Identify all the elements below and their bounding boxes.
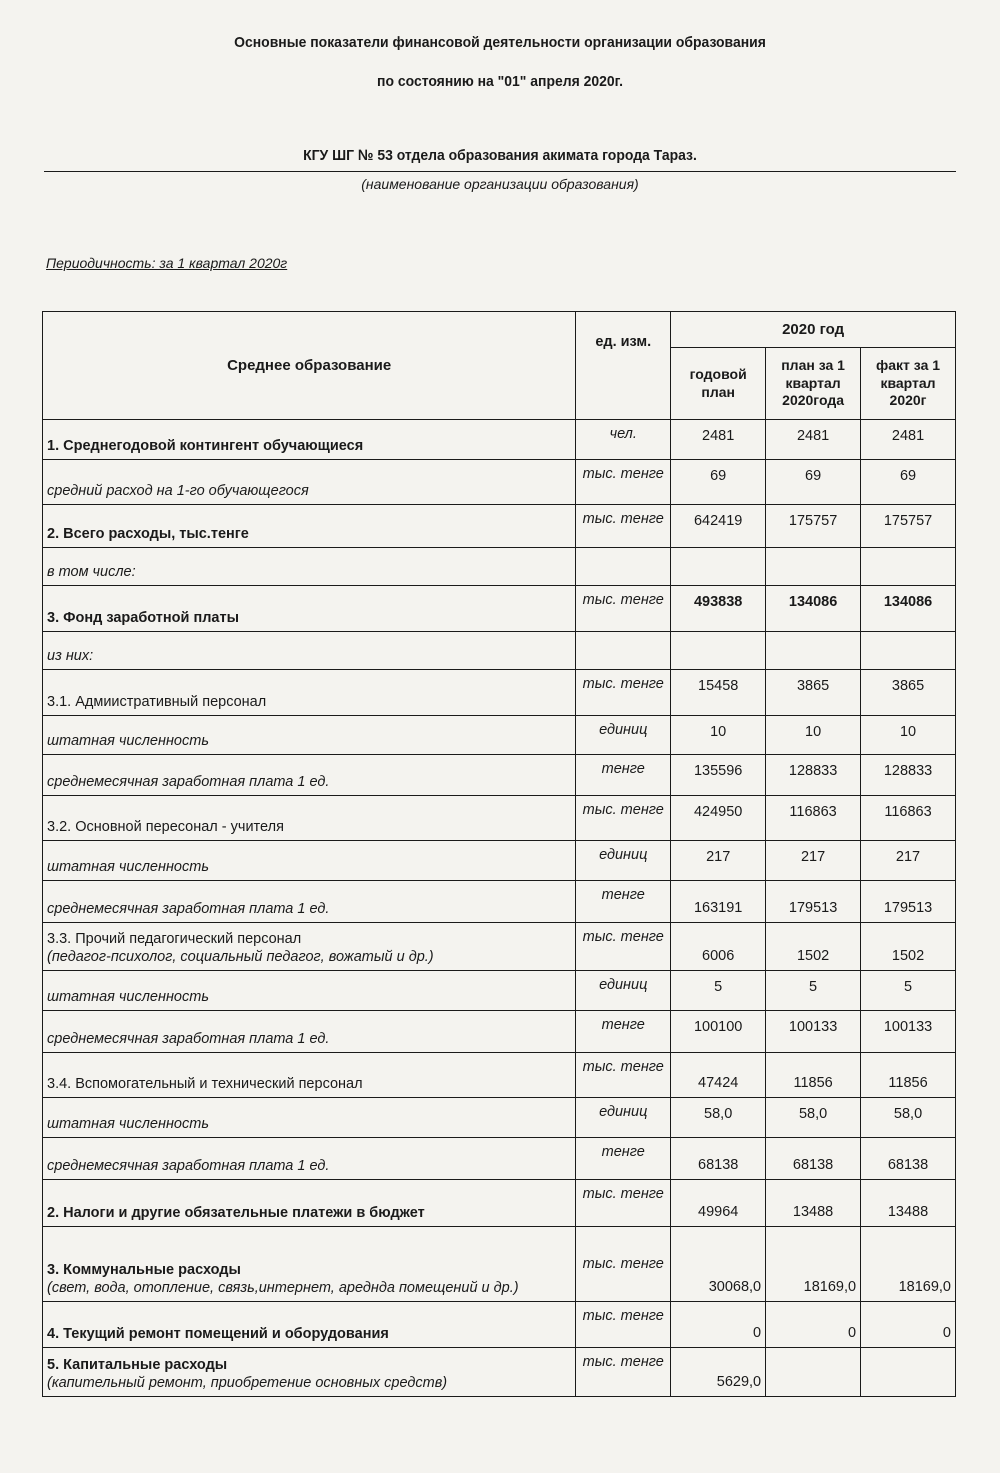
- row-label: штатная численность: [43, 1098, 576, 1138]
- row-label: [43, 1348, 576, 1397]
- row-label: 3.4. Вспомогательный и технический персонал: [43, 1053, 576, 1098]
- row-unit: тенге: [576, 1011, 671, 1053]
- organization-name: КГУ ШГ № 53 отдела образования акимата города Тараз.: [303, 147, 697, 164]
- row-fact: 128833: [861, 755, 956, 796]
- row-annual: 6006: [671, 923, 766, 971]
- row-label: 3. Фонд заработной платы: [43, 586, 576, 632]
- table-row: [43, 1098, 956, 1138]
- row-annual: 49964: [671, 1180, 766, 1227]
- row-label-main: 5. Капитальные расходы: [47, 1356, 228, 1373]
- table-row: [43, 548, 956, 586]
- row-plan: 100133: [766, 1011, 861, 1053]
- table-row: [43, 505, 956, 548]
- row-annual: [671, 632, 766, 670]
- table-row: [43, 420, 956, 460]
- row-annual: 100100: [671, 1011, 766, 1053]
- header-annual-plan: годовой план: [671, 348, 766, 420]
- row-fact: 116863: [861, 796, 956, 841]
- row-label: 2. Налоги и другие обязательные платежи в бюджет: [43, 1180, 576, 1227]
- row-label: [43, 923, 576, 971]
- row-fact: 13488: [861, 1180, 956, 1227]
- row-fact: 179513: [861, 881, 956, 923]
- row-plan: 217: [766, 841, 861, 881]
- row-fact: 68138: [861, 1138, 956, 1180]
- table-row: [43, 632, 956, 670]
- row-fact: 217: [861, 841, 956, 881]
- row-unit: тенге: [576, 881, 671, 923]
- row-label: штатная численность: [43, 841, 576, 881]
- row-annual: 493838: [671, 586, 766, 632]
- row-plan: 1502: [766, 923, 861, 971]
- row-unit: [576, 548, 671, 586]
- table-row: [43, 670, 956, 716]
- row-fact: [861, 548, 956, 586]
- row-plan: 116863: [766, 796, 861, 841]
- row-plan: 18169,0: [766, 1227, 861, 1302]
- table-row: [43, 971, 956, 1011]
- row-annual: 30068,0: [671, 1227, 766, 1302]
- table-row: [43, 1227, 956, 1302]
- row-label: средний расход на 1-го обучающегося: [43, 460, 576, 505]
- row-unit: тыс. тенге: [576, 586, 671, 632]
- row-label-sub: (педагог-психолог, социальный педагог, вожатый и др.): [47, 948, 434, 965]
- row-unit: тыс. тенге: [576, 670, 671, 716]
- financial-indicators-table: [42, 311, 956, 1397]
- row-fact: 11856: [861, 1053, 956, 1098]
- row-unit: тыс. тенге: [576, 1180, 671, 1227]
- row-plan: 3865: [766, 670, 861, 716]
- row-label: 2. Всего расходы, тыс.тенге: [43, 505, 576, 548]
- row-fact: 1502: [861, 923, 956, 971]
- row-fact: 0: [861, 1302, 956, 1348]
- row-fact: [861, 1348, 956, 1397]
- table-row: [43, 796, 956, 841]
- row-label-main: 3.3. Прочий педагогический персонал: [47, 930, 302, 947]
- row-label: 1. Среднегодовой контингент обучающиеся: [43, 420, 576, 460]
- periodicity: Периодичность: за 1 квартал 2020г: [46, 255, 288, 271]
- row-label: среднемесячная заработная плата 1 ед.: [43, 1011, 576, 1053]
- row-plan: 0: [766, 1302, 861, 1348]
- row-plan: [766, 632, 861, 670]
- row-unit: [576, 632, 671, 670]
- organization-underline: [44, 171, 956, 172]
- header-year: 2020 год: [671, 312, 956, 348]
- row-unit: тенге: [576, 755, 671, 796]
- row-plan: 128833: [766, 755, 861, 796]
- row-annual: 163191: [671, 881, 766, 923]
- header-name: Среднее образование: [43, 312, 576, 420]
- row-plan: 69: [766, 460, 861, 505]
- table-row: [43, 755, 956, 796]
- row-unit: тенге: [576, 1138, 671, 1180]
- row-label: из них:: [43, 632, 576, 670]
- header-unit: ед. изм.: [576, 312, 671, 420]
- row-unit: тыс. тенге: [576, 1302, 671, 1348]
- row-fact: 100133: [861, 1011, 956, 1053]
- table-row: [43, 460, 956, 505]
- row-annual: [671, 548, 766, 586]
- row-annual: 69: [671, 460, 766, 505]
- row-unit: тыс. тенге: [576, 1348, 671, 1397]
- row-annual: 217: [671, 841, 766, 881]
- row-label: среднемесячная заработная плата 1 ед.: [43, 1138, 576, 1180]
- row-label: 3.1. Адмиистративный персонал: [43, 670, 576, 716]
- row-annual: 424950: [671, 796, 766, 841]
- header-quarter-plan: план за 1 квартал 2020года: [766, 348, 861, 420]
- row-plan: 5: [766, 971, 861, 1011]
- row-annual: 642419: [671, 505, 766, 548]
- row-unit: чел.: [576, 420, 671, 460]
- row-annual: 10: [671, 716, 766, 755]
- header-row: [43, 312, 956, 348]
- row-annual: 58,0: [671, 1098, 766, 1138]
- report-title: Основные показатели финансовой деятельности организации образования: [234, 34, 766, 51]
- row-annual: 68138: [671, 1138, 766, 1180]
- table-row: [43, 841, 956, 881]
- row-label: 3.2. Основной пересонал - учителя: [43, 796, 576, 841]
- row-fact: 69: [861, 460, 956, 505]
- row-plan: [766, 548, 861, 586]
- row-unit: тыс. тенге: [576, 505, 671, 548]
- table-row: [43, 1180, 956, 1227]
- row-unit: тыс. тенге: [576, 1053, 671, 1098]
- table-row: [43, 1348, 956, 1397]
- row-plan: 13488: [766, 1180, 861, 1227]
- row-label-main: 3. Коммунальные расходы: [47, 1261, 241, 1278]
- row-plan: 11856: [766, 1053, 861, 1098]
- row-plan: 10: [766, 716, 861, 755]
- row-fact: 2481: [861, 420, 956, 460]
- row-label: штатная численность: [43, 716, 576, 755]
- row-label: 4. Текущий ремонт помещений и оборудования: [43, 1302, 576, 1348]
- row-unit: единиц: [576, 716, 671, 755]
- row-fact: 3865: [861, 670, 956, 716]
- row-annual: 5: [671, 971, 766, 1011]
- row-unit: единиц: [576, 841, 671, 881]
- table-row: [43, 1011, 956, 1053]
- row-label: в том числе:: [43, 548, 576, 586]
- report-date: по состоянию на "01" апреля 2020г.: [377, 73, 623, 90]
- table-row: [43, 586, 956, 632]
- row-plan: 175757: [766, 505, 861, 548]
- row-fact: [861, 632, 956, 670]
- row-annual: 47424: [671, 1053, 766, 1098]
- table-row: [43, 881, 956, 923]
- row-annual: 135596: [671, 755, 766, 796]
- row-fact: 175757: [861, 505, 956, 548]
- row-annual: 5629,0: [671, 1348, 766, 1397]
- row-label-sub: (капительный ремонт, приобретение основных средств): [47, 1374, 448, 1391]
- row-unit: тыс. тенге: [576, 923, 671, 971]
- row-fact: 5: [861, 971, 956, 1011]
- row-plan: 179513: [766, 881, 861, 923]
- table-row: [43, 923, 956, 971]
- table-row: [43, 716, 956, 755]
- table-row: [43, 1302, 956, 1348]
- row-fact: 134086: [861, 586, 956, 632]
- row-unit: тыс. тенге: [576, 796, 671, 841]
- table-row: [43, 1138, 956, 1180]
- row-unit: тыс. тенге: [576, 1227, 671, 1302]
- row-plan: 134086: [766, 586, 861, 632]
- row-annual: 15458: [671, 670, 766, 716]
- row-unit: единиц: [576, 1098, 671, 1138]
- header-quarter-fact: факт за 1 квартал 2020г: [861, 348, 956, 420]
- row-annual: 2481: [671, 420, 766, 460]
- row-fact: 58,0: [861, 1098, 956, 1138]
- row-fact: 18169,0: [861, 1227, 956, 1302]
- row-annual: 0: [671, 1302, 766, 1348]
- row-label: среднемесячная заработная плата 1 ед.: [43, 881, 576, 923]
- row-label: среднемесячная заработная плата 1 ед.: [43, 755, 576, 796]
- organization-caption: (наименование организации образования): [361, 176, 639, 192]
- row-fact: 10: [861, 716, 956, 755]
- table-row: [43, 1053, 956, 1098]
- row-label-sub: (свет, вода, отопление, связь,интернет, ареднда помещений и др.): [47, 1279, 519, 1296]
- row-unit: тыс. тенге: [576, 460, 671, 505]
- row-plan: [766, 1348, 861, 1397]
- row-plan: 2481: [766, 420, 861, 460]
- row-unit: единиц: [576, 971, 671, 1011]
- row-plan: 58,0: [766, 1098, 861, 1138]
- row-plan: 68138: [766, 1138, 861, 1180]
- row-label: [43, 1227, 576, 1302]
- row-label: штатная численность: [43, 971, 576, 1011]
